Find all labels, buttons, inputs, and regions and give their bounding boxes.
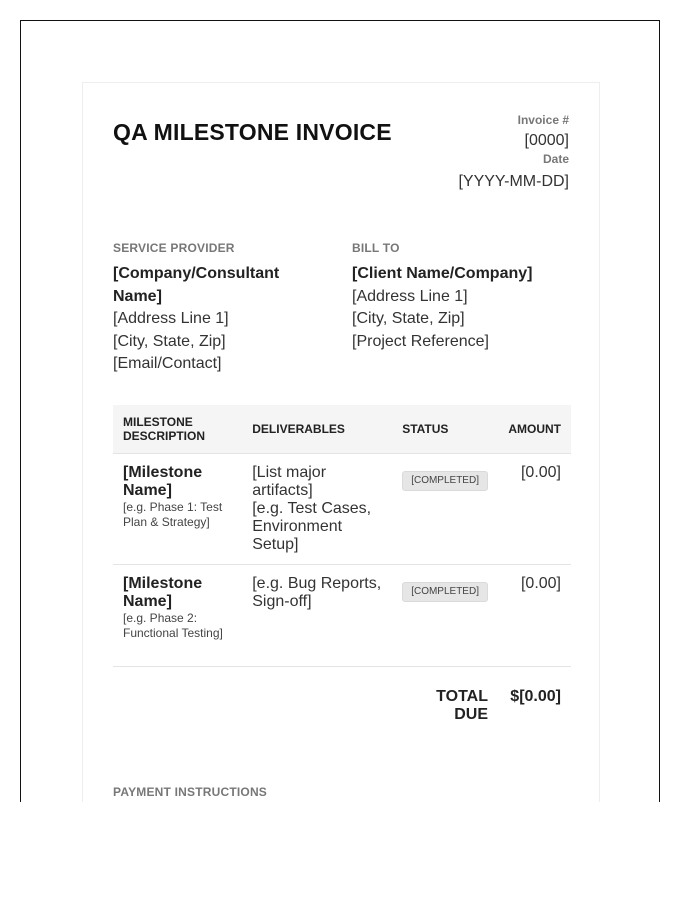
total-due-value: $[0.00] [510, 688, 561, 705]
invoice-meta [458, 113, 569, 191]
client-name: [Client Name/Company] [352, 265, 533, 282]
row-amount: [0.00] [498, 454, 571, 565]
table-row [113, 565, 571, 667]
client-reference: [Project Reference] [352, 332, 489, 350]
row-amount: [0.00] [498, 565, 571, 667]
header-status: STATUS [392, 405, 498, 454]
milestone-table [113, 405, 571, 667]
service-provider-block [113, 241, 313, 376]
provider-address: [Address Line 1] [113, 310, 229, 327]
provider-city: [City, State, Zip] [113, 332, 226, 350]
invoice-title: QA MILESTONE INVOICE [113, 119, 392, 145]
total-due-label: TOTAL DUE [436, 688, 488, 723]
client-address: [Address Line 1] [352, 287, 468, 305]
service-provider-label: SERVICE PROVIDER [113, 241, 235, 255]
table-header-row [113, 405, 571, 454]
bill-to-block [352, 241, 572, 353]
milestone-name: [Milestone Name] [123, 464, 203, 499]
invoice-sheet [82, 82, 600, 802]
table-row [113, 454, 571, 565]
client-city: [City, State, Zip] [352, 310, 465, 327]
status-badge: [COMPLETED] [402, 582, 488, 602]
deliverables-line: [e.g. Test Cases, Environment Setup] [252, 500, 372, 553]
status-badge: [COMPLETED] [402, 471, 488, 491]
deliverables-line: [e.g. Bug Reports, Sign-off] [252, 575, 382, 610]
milestone-detail: [e.g. Phase 1: Test Plan & Strategy] [123, 500, 223, 529]
header-deliverables: DELIVERABLES [242, 405, 392, 454]
page-frame [20, 20, 660, 802]
invoice-date-label: Date [542, 152, 569, 166]
header-amount: AMOUNT [498, 405, 571, 454]
provider-contact: [Email/Contact] [113, 355, 222, 372]
bill-to-label: BILL TO [352, 241, 400, 255]
milestone-name: [Milestone Name] [123, 575, 203, 610]
header-description: MILESTONE DESCRIPTION [113, 405, 242, 454]
milestone-detail: [e.g. Phase 2: Functional Testing] [123, 611, 223, 640]
invoice-date-value: [YYYY-MM-DD] [458, 173, 569, 190]
invoice-number-value: [0000] [524, 132, 569, 149]
invoice-number-label: Invoice # [517, 113, 569, 127]
payment-instructions-label: PAYMENT INSTRUCTIONS [113, 785, 268, 799]
provider-name: [Company/Consultant Name] [113, 265, 280, 305]
deliverables-line: [List major artifacts] [252, 464, 327, 499]
